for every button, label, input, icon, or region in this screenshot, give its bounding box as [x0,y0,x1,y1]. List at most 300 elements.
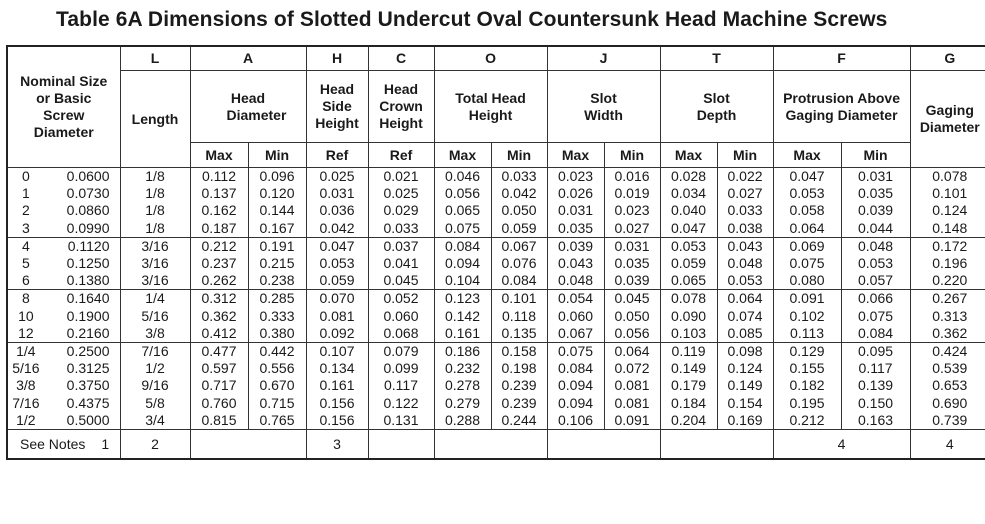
o-min-value: 0.198 [501,360,537,377]
f-max-cell [773,290,841,343]
length-value: 3/16 [141,237,169,254]
notes-label-cell [7,430,120,460]
table-row [7,343,985,430]
a-max-value: 0.112 [202,168,236,184]
f-max-value: 0.195 [789,394,825,411]
o-min-value: 0.118 [502,307,536,324]
length-value: 1/8 [145,185,165,202]
f-min-value: 0.035 [858,185,894,202]
sub-j-min: Min [604,143,660,168]
nominal-size: 4 [21,237,30,254]
t-min-value: 0.124 [727,360,763,377]
f-max-cell [773,168,841,238]
basic-diameter: 0.0860 [66,202,110,219]
g-cell [910,343,985,430]
a-min-value: 0.144 [259,202,295,219]
t-max-value: 0.053 [671,237,707,254]
a-max-value: 0.815 [201,411,237,428]
f-max-cell [773,237,841,290]
f-max-value: 0.064 [789,219,825,236]
t-max-cell [660,343,717,430]
o-min-value: 0.239 [501,394,537,411]
j-max-value: 0.084 [557,360,594,377]
j-min-value: 0.050 [614,307,650,324]
name-header-row [7,71,985,143]
o-max-value: 0.104 [444,272,481,289]
t-max-value: 0.065 [671,272,707,289]
a-min-value: 0.715 [259,394,295,411]
f-max-value: 0.091 [789,290,825,307]
header-length: Length [120,71,190,168]
length-value: 3/8 [145,324,165,341]
c-ref-cell [368,343,434,430]
o-max-value: 0.056 [444,185,481,202]
g-value: 0.362 [932,324,968,341]
t-max-value: 0.047 [671,219,707,236]
f-min-value: 0.031 [858,168,894,184]
a-min-value: 0.096 [259,168,295,184]
t-min-value: 0.022 [727,168,763,184]
a-max-value: 0.137 [201,185,237,202]
o-min-value: 0.239 [501,377,537,394]
notes-a-empty [190,430,306,460]
length-cell [120,343,190,430]
nominal-size: 5 [21,255,30,272]
basic-diameter: 0.1380 [66,272,110,289]
o-max-value: 0.278 [444,377,481,394]
a-min-cell [248,290,306,343]
nominal-size: 0 [21,168,30,184]
o-min-value: 0.101 [501,290,537,307]
j-max-value: 0.043 [557,255,594,272]
notes-o-empty [434,430,547,460]
a-max-value: 0.477 [201,343,237,360]
notes-t-empty [660,430,773,460]
j-min-value: 0.019 [614,185,650,202]
f-min-value: 0.066 [858,290,894,307]
table-row [7,168,985,238]
f-min-value: 0.053 [858,255,894,272]
o-max-value: 0.279 [444,394,481,411]
notes-f-ref: 4 [773,430,910,460]
o-max-value: 0.065 [444,202,481,219]
a-max-cell [190,237,248,290]
h-ref-value: 0.042 [319,219,355,236]
nominal-size: 10 [18,307,34,324]
notes-length-ref: 2 [120,430,190,460]
t-min-value: 0.098 [727,343,763,360]
j-max-value: 0.067 [557,324,594,341]
t-max-cell [660,290,717,343]
c-ref-value: 0.068 [383,324,419,341]
t-min-value: 0.053 [727,272,763,289]
basic-diameter: 0.1120 [67,237,110,254]
f-max-cell [773,343,841,430]
nominal-size: 8 [21,290,30,307]
a-max-value: 0.312 [201,290,237,307]
basic-diameter: 0.3125 [66,360,110,377]
j-max-cell [547,290,604,343]
length-value: 3/16 [141,255,169,272]
length-value: 5/16 [141,307,169,324]
f-min-cell [841,290,910,343]
a-min-value: 0.556 [259,360,295,377]
sub-o-max: Max [434,143,491,168]
basic-diameter: 0.1640 [66,290,110,307]
g-value: 0.101 [932,185,968,202]
j-min-cell [604,237,660,290]
g-value: 0.124 [932,202,968,219]
header-nominal: Nominal Size or Basic Screw Diameter [7,46,120,168]
header-letter-j: J [547,46,660,71]
o-min-value: 0.033 [501,168,537,184]
j-min-cell [604,168,660,238]
o-min-cell [491,168,547,238]
o-max-value: 0.142 [444,307,481,324]
length-value: 7/16 [141,343,169,360]
a-max-value: 0.212 [201,237,237,254]
t-max-value: 0.204 [671,411,707,428]
j-min-value: 0.039 [614,272,650,289]
h-ref-cell [306,343,368,430]
sub-f-max: Max [773,143,841,168]
notes-row [7,430,985,460]
o-max-cell [434,237,491,290]
length-cell [120,290,190,343]
header-head-diameter: Head Diameter [190,71,306,143]
j-max-cell [547,237,604,290]
h-ref-value: 0.047 [319,237,355,254]
a-max-value: 0.717 [201,377,237,394]
t-min-value: 0.027 [727,185,763,202]
f-max-value: 0.053 [789,185,825,202]
o-max-value: 0.094 [444,255,481,272]
j-min-value: 0.091 [614,411,650,428]
f-min-value: 0.075 [858,307,894,324]
sub-c-ref: Ref [368,143,434,168]
a-max-value: 0.760 [201,394,237,411]
f-max-value: 0.212 [789,411,825,428]
g-value: 0.078 [932,168,968,184]
t-max-value: 0.103 [671,324,707,341]
nominal-size-cell [7,237,120,290]
t-min-value: 0.038 [727,219,763,236]
g-value: 0.424 [932,343,968,360]
nominal-size: 7/16 [12,394,40,411]
j-min-value: 0.031 [614,237,650,254]
t-min-cell [717,168,773,238]
length-value: 1/8 [145,202,165,219]
h-ref-value: 0.156 [319,411,355,428]
o-max-value: 0.186 [444,343,481,360]
nominal-size-cell [7,290,120,343]
table-title: Table 6A Dimensions of Slotted Undercut Oval Countersunk Head Machine Screws [56,8,888,31]
o-max-value: 0.288 [444,411,481,428]
c-ref-value: 0.060 [383,307,419,324]
a-max-value: 0.362 [201,307,237,324]
dimensions-table [6,45,985,460]
j-min-value: 0.081 [614,377,650,394]
header-letter-c: C [368,46,434,71]
c-ref-cell [368,290,434,343]
sub-o-min: Min [491,143,547,168]
o-min-value: 0.135 [501,324,537,341]
g-cell [910,237,985,290]
t-min-value: 0.064 [727,290,763,307]
o-max-value: 0.161 [444,324,481,341]
f-max-value: 0.182 [789,377,825,394]
nominal-size: 2 [21,202,30,219]
t-min-value: 0.154 [727,394,763,411]
t-min-value: 0.085 [727,324,763,341]
length-cell [120,237,190,290]
a-min-value: 0.442 [259,343,295,360]
nominal-size: 3/8 [16,377,36,394]
t-max-value: 0.179 [671,377,707,394]
c-ref-value: 0.079 [383,343,419,360]
length-value: 1/4 [145,290,165,307]
f-min-value: 0.117 [858,360,893,377]
o-max-value: 0.075 [444,219,481,236]
nominal-size: 12 [18,324,34,341]
j-max-value: 0.026 [557,185,594,202]
f-min-cell [841,343,910,430]
a-min-value: 0.215 [259,255,295,272]
h-ref-value: 0.070 [319,290,355,307]
a-max-value: 0.412 [201,324,237,341]
g-value: 0.267 [932,290,968,307]
sub-t-min: Min [717,143,773,168]
header-slot-depth: Slot Depth [660,71,773,143]
f-min-cell [841,168,910,238]
c-ref-value: 0.099 [383,360,419,377]
c-ref-cell [368,168,434,238]
j-max-value: 0.060 [557,307,594,324]
t-min-cell [717,290,773,343]
a-min-value: 0.120 [259,185,295,202]
t-max-value: 0.149 [671,360,707,377]
header-protrusion: Protrusion Above Gaging Diameter [773,71,910,143]
length-value: 1/2 [145,360,165,377]
header-slot-width: Slot Width [547,71,660,143]
j-max-value: 0.048 [557,272,594,289]
j-min-value: 0.064 [614,343,650,360]
c-ref-value: 0.029 [383,202,419,219]
j-min-value: 0.016 [614,168,650,184]
a-max-cell [190,168,248,238]
f-min-value: 0.150 [858,394,894,411]
o-max-value: 0.084 [444,237,481,254]
j-min-value: 0.035 [614,255,650,272]
o-min-cell [491,290,547,343]
sub-f-min: Min [841,143,910,168]
h-ref-value: 0.107 [319,343,355,360]
t-min-value: 0.043 [727,237,763,254]
o-min-value: 0.244 [501,411,537,428]
sub-h-ref: Ref [306,143,368,168]
f-min-value: 0.039 [858,202,894,219]
g-value: 0.148 [932,219,968,236]
a-max-value: 0.262 [201,272,237,289]
a-min-cell [248,168,306,238]
a-min-value: 0.765 [259,411,295,428]
g-cell [910,168,985,238]
o-min-value: 0.050 [501,202,537,219]
f-max-value: 0.113 [790,324,825,341]
a-max-cell [190,290,248,343]
sub-t-max: Max [660,143,717,168]
h-ref-cell [306,237,368,290]
table-row [7,237,985,290]
c-ref-value: 0.041 [383,255,419,272]
c-ref-value: 0.025 [383,185,419,202]
c-ref-value: 0.117 [384,377,418,394]
t-max-value: 0.090 [671,307,707,324]
a-min-value: 0.333 [259,307,295,324]
j-min-value: 0.081 [614,394,650,411]
length-value: 1/8 [145,168,165,184]
j-max-value: 0.035 [557,219,594,236]
j-max-value: 0.054 [557,290,594,307]
t-min-value: 0.074 [727,307,763,324]
j-min-value: 0.023 [614,202,650,219]
h-ref-value: 0.156 [319,394,355,411]
nominal-size: 3 [21,219,30,236]
a-min-value: 0.670 [259,377,295,394]
j-min-cell [604,343,660,430]
c-ref-value: 0.021 [383,168,419,184]
notes-c-empty [368,430,434,460]
basic-diameter: 0.1250 [66,255,110,272]
header-letter-t: T [660,46,773,71]
header-letter-o: O [434,46,547,71]
f-min-value: 0.048 [858,237,894,254]
f-min-value: 0.044 [858,219,894,236]
notes-g-ref: 4 [910,430,985,460]
h-ref-value: 0.081 [319,307,355,324]
o-max-cell [434,168,491,238]
f-max-value: 0.155 [789,360,825,377]
g-value: 0.313 [932,307,968,324]
j-min-value: 0.072 [614,360,650,377]
table-row [7,290,985,343]
f-min-value: 0.163 [858,411,894,428]
f-max-value: 0.069 [789,237,825,254]
j-max-value: 0.106 [557,411,594,428]
f-min-cell [841,237,910,290]
o-min-value: 0.084 [501,272,537,289]
table-body [7,168,985,430]
header-letter-h: H [306,46,368,71]
t-min-value: 0.149 [727,377,763,394]
t-max-value: 0.078 [671,290,707,307]
t-max-cell [660,168,717,238]
sub-a-max: Max [190,143,248,168]
c-ref-value: 0.131 [383,411,419,428]
sub-j-max: Max [547,143,604,168]
h-ref-value: 0.053 [319,255,355,272]
f-max-value: 0.047 [789,168,825,184]
notes-label: See Notes [20,436,86,453]
t-max-value: 0.034 [671,185,707,202]
basic-diameter: 0.4375 [66,394,110,411]
f-min-value: 0.084 [858,324,894,341]
o-max-value: 0.123 [444,290,481,307]
a-min-value: 0.380 [259,324,295,341]
c-ref-value: 0.052 [383,290,419,307]
o-max-value: 0.046 [444,168,481,184]
header-letter-l: L [120,46,190,71]
t-max-value: 0.184 [671,394,707,411]
t-max-cell [660,237,717,290]
g-value: 0.539 [932,360,968,377]
f-max-value: 0.102 [789,307,825,324]
h-ref-value: 0.036 [319,202,355,219]
o-min-value: 0.158 [501,343,537,360]
h-ref-value: 0.059 [319,272,355,289]
basic-diameter: 0.0730 [66,185,110,202]
f-max-value: 0.080 [789,272,825,289]
j-min-value: 0.045 [614,290,650,307]
basic-diameter: 0.0990 [66,219,110,236]
j-max-value: 0.039 [557,237,594,254]
length-value: 3/16 [141,272,169,289]
basic-diameter: 0.1900 [66,307,110,324]
a-max-value: 0.237 [201,255,237,272]
letter-header-row [7,46,985,71]
j-max-cell [547,168,604,238]
length-value: 9/16 [141,377,169,394]
a-min-value: 0.285 [259,290,295,307]
length-value: 1/8 [145,219,165,236]
o-min-value: 0.067 [501,237,537,254]
t-max-value: 0.028 [671,168,707,184]
nominal-size: 5/16 [12,360,40,377]
notes-h-ref: 3 [306,430,368,460]
length-cell [120,168,190,238]
a-max-value: 0.162 [201,202,237,219]
header-gaging-diameter: Gaging Diameter [910,71,985,168]
header-head-side-height: Head Side Height [306,71,368,143]
basic-diameter: 0.3750 [66,377,110,394]
t-max-value: 0.119 [671,343,706,360]
c-ref-cell [368,237,434,290]
nominal-size: 1 [21,185,30,202]
a-max-value: 0.187 [201,219,237,236]
o-min-value: 0.076 [501,255,537,272]
f-max-value: 0.075 [789,255,825,272]
c-ref-value: 0.037 [383,237,419,254]
j-max-value: 0.031 [557,202,594,219]
c-ref-value: 0.122 [383,394,419,411]
f-min-value: 0.057 [858,272,894,289]
basic-diameter: 0.2160 [66,324,110,341]
f-max-value: 0.129 [789,343,825,360]
basic-diameter: 0.5000 [66,411,110,428]
c-ref-value: 0.033 [383,219,419,236]
basic-diameter: 0.0600 [66,168,110,184]
c-ref-value: 0.045 [383,272,419,289]
a-min-value: 0.191 [259,237,295,254]
a-max-value: 0.597 [201,360,237,377]
o-min-cell [491,237,547,290]
o-max-value: 0.232 [444,360,481,377]
o-max-cell [434,343,491,430]
o-min-value: 0.059 [501,219,537,236]
h-ref-value: 0.031 [319,185,355,202]
notes-nominal-ref: 1 [101,436,110,453]
header-letter-f: F [773,46,910,71]
